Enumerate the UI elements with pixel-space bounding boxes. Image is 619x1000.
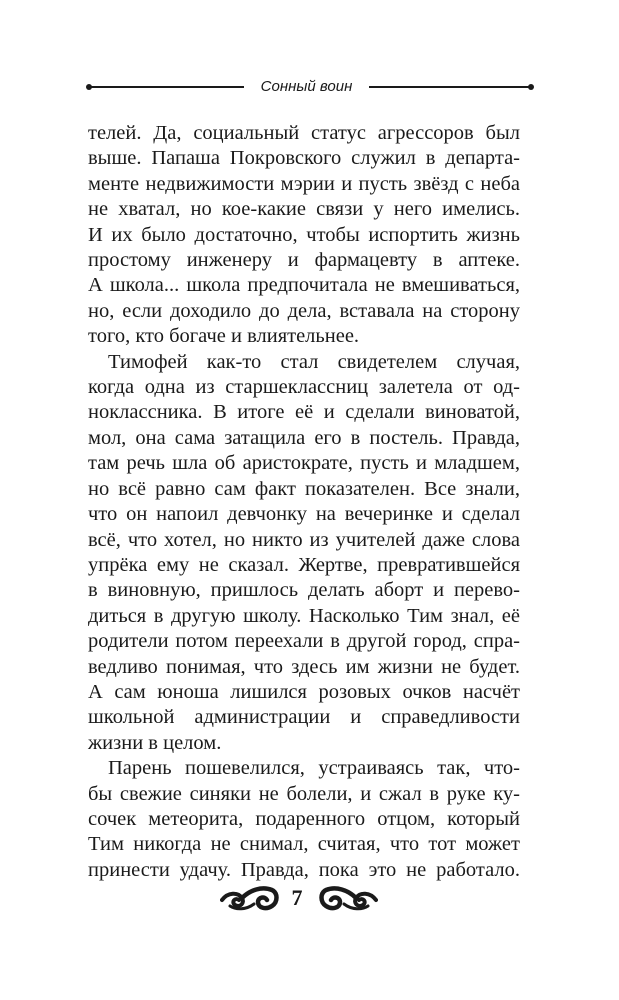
text-line: диться в другую школу. Насколько Тим знал, её (88, 604, 520, 627)
text-line: когда одна из старшеклассниц залетела от од- (88, 376, 520, 399)
text-line: Тим никогда не снимал, считая, что тот может (88, 833, 520, 856)
text-line: родители потом переехали в другой город, спра- (88, 630, 520, 653)
text-line: бы свежие синяки не болели, и сжал в руке ку- (88, 782, 520, 805)
header-dot-right (528, 84, 534, 90)
paragraph (88, 121, 520, 350)
text-line: того, кто богаче и влиятельнее. (88, 325, 360, 348)
header-rule-left (88, 86, 244, 88)
text-line: выше. Папаша Покровского служил в департа- (88, 147, 520, 170)
text-line: ноклассника. В итоге её и сделали виноватой, (88, 401, 520, 424)
text-line: в виновную, пришлось делать аборт и перево- (88, 579, 520, 602)
text-line: упрёка ему не сказал. Жертве, превратившейся (88, 553, 520, 576)
text-line: простому инженеру и фармацевту в аптеке. (88, 249, 520, 272)
text-line: А сам юноша лишился розовых очков насчёт (88, 680, 520, 703)
text-line: Парень пошевелился, устраиваясь так, что- (108, 757, 520, 780)
text-line: принести удачу. Правда, пока это не работало. (88, 858, 520, 881)
body-text (88, 121, 520, 883)
running-header (86, 76, 534, 98)
text-line: телей. Да, социальный статус агрессоров был (88, 122, 520, 144)
page-footer (220, 880, 400, 920)
text-line: мол, она сама затащила его в постель. Правда, (88, 426, 520, 449)
text-line: ведливо понимая, что здесь им жизни не будет. (88, 655, 520, 678)
paragraph (88, 350, 520, 757)
text-line: менте недвижимости мэрии и пусть звёзд с неба (88, 172, 520, 195)
text-line: А школа... школа предпочитала не вмешиваться, (88, 274, 520, 297)
running-title: Сонный воин (260, 78, 353, 95)
paragraph (88, 756, 520, 883)
text-line: школьной администрации и справедливости (88, 706, 520, 729)
page-number: 7 (291, 885, 303, 910)
text-line: Тимофей как-то стал свидетелем случая, (108, 350, 520, 373)
swirl-ornament-icon (220, 880, 280, 916)
swirl-ornament-icon (318, 880, 378, 916)
text-line: И их было достаточно, чтобы испортить жизнь (88, 223, 520, 246)
text-line: сочек метеорита, подаренного отцом, который (88, 807, 520, 830)
text-line: жизни в целом. (88, 731, 222, 754)
text-line: но, если доходило до дела, вставала на сторону (88, 299, 520, 322)
text-line: что он напоил девчонку на вечеринке и сделал (88, 503, 520, 526)
text-line: всё, что хотел, но никто из учителей даже слова (88, 528, 520, 551)
text-line: но всё равно сам факт показателен. Все знали, (88, 477, 520, 500)
text-line: не хватал, но кое-какие связи у него имелись. (88, 198, 520, 221)
text-line: там речь шла об аристократе, пусть и младшем, (88, 452, 520, 475)
header-rule-right (369, 86, 531, 88)
